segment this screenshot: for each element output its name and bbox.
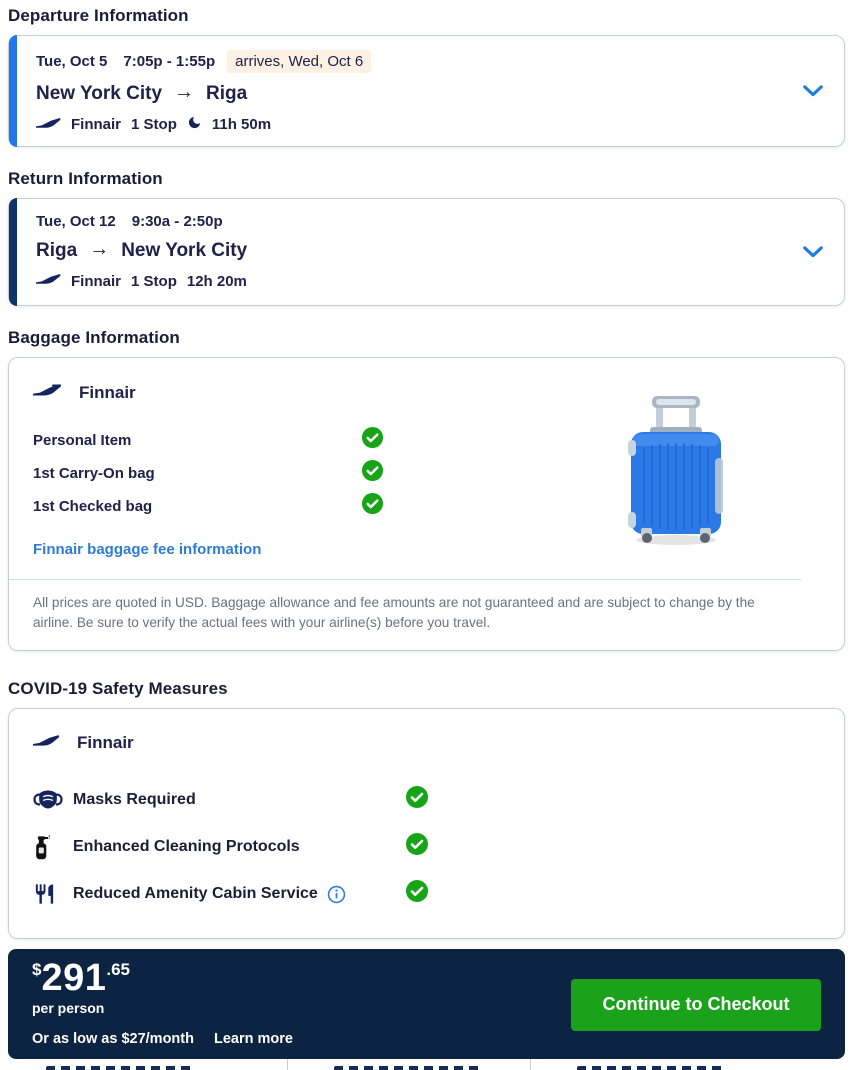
price-cents: .65 xyxy=(106,959,131,979)
price-dollars: 291 xyxy=(41,956,107,999)
covid-measure-row xyxy=(33,787,820,813)
departure-heading: Departure Information xyxy=(8,6,189,25)
expand-return-chevron-icon[interactable] xyxy=(802,245,824,259)
baggage-airline-name: Finnair xyxy=(79,382,136,402)
finnair-logo-icon xyxy=(33,733,61,753)
return-airline: Finnair xyxy=(71,272,122,290)
price-summary-bar xyxy=(8,949,845,1059)
departure-route-line xyxy=(36,82,784,105)
covid-heading: COVID-19 Safety Measures xyxy=(8,678,228,698)
return-times: 9:30a - 2:50p xyxy=(131,213,223,230)
covid-measure-row xyxy=(33,834,820,860)
covid-measure-label: Reduced Amenity Cabin Service xyxy=(73,884,318,902)
suitcase-image xyxy=(626,396,726,546)
baggage-fee-link[interactable]: Finnair baggage fee information xyxy=(33,541,262,558)
departure-airline-line xyxy=(36,115,784,134)
face-mask-icon xyxy=(33,789,73,810)
included-check-icon xyxy=(361,492,384,520)
departure-times: 7:05p - 1:55p xyxy=(123,53,216,70)
airplane-icon xyxy=(36,272,61,290)
overnight-moon-icon xyxy=(187,115,202,134)
arrival-date-badge: arrives, Wed, Oct 6 xyxy=(227,50,371,73)
return-stops: 1 Stop xyxy=(131,272,177,290)
departure-duration: 11h 50m xyxy=(211,116,272,133)
continue-to-checkout-button[interactable]: Continue to Checkout xyxy=(571,979,821,1031)
departure-date: Tue, Oct 5 xyxy=(36,53,108,70)
utensils-icon xyxy=(33,882,73,906)
footer-partial-cell xyxy=(0,1059,287,1070)
baggage-item-label: 1st Carry-On bag xyxy=(33,464,155,482)
return-heading: Return Information xyxy=(8,169,163,188)
return-duration: 12h 20m xyxy=(186,272,247,290)
destination-city: Riga xyxy=(206,82,248,104)
included-check-icon xyxy=(405,832,429,861)
destination-city: New York City xyxy=(121,239,248,261)
expand-departure-chevron-icon[interactable] xyxy=(802,84,824,98)
baggage-item-label: 1st Checked bag xyxy=(33,497,153,515)
covid-measure-label: Enhanced Cleaning Protocols xyxy=(73,837,300,855)
return-airline-line xyxy=(36,272,784,290)
departure-stops: 1 Stop xyxy=(131,116,177,133)
currency-symbol: $ xyxy=(32,959,42,979)
airplane-icon xyxy=(36,116,61,134)
per-person-label: per person xyxy=(32,999,105,1016)
footer-partial-row xyxy=(0,1059,853,1070)
total-price xyxy=(32,956,293,999)
finnair-logo-icon xyxy=(33,382,63,403)
origin-city: Riga xyxy=(36,239,78,261)
included-check-icon xyxy=(361,459,384,487)
baggage-item-label: Personal Item xyxy=(33,431,132,449)
included-check-icon xyxy=(405,879,429,908)
return-date-line xyxy=(36,211,784,230)
departure-flight-card[interactable] xyxy=(8,35,845,147)
route-arrow-icon: → xyxy=(89,238,110,260)
return-date: Tue, Oct 12 xyxy=(36,213,116,230)
covid-panel xyxy=(8,708,845,939)
covid-measure-row xyxy=(33,881,820,907)
info-icon[interactable] xyxy=(327,885,346,904)
baggage-panel xyxy=(8,357,845,651)
baggage-disclaimer: All prices are quoted in USD. Baggage allowance and fee amounts are not guaranteed and are subject to change by the airline. Be sure to verify the actual fees with your airline(s) before you travel. xyxy=(9,579,801,650)
return-route-line xyxy=(36,239,784,262)
included-check-icon xyxy=(405,785,429,814)
return-flight-card[interactable] xyxy=(8,198,845,306)
footer-partial-cell xyxy=(287,1059,530,1070)
baggage-heading: Baggage Information xyxy=(8,328,180,347)
included-check-icon xyxy=(361,426,384,454)
footer-partial-cell xyxy=(530,1059,853,1070)
origin-city: New York City xyxy=(36,82,163,104)
departure-date-line xyxy=(36,48,784,73)
route-arrow-icon: → xyxy=(174,81,195,103)
spray-bottle-icon xyxy=(33,834,73,860)
departure-accent-strip xyxy=(9,35,17,147)
return-accent-strip xyxy=(9,198,17,306)
trip-summary-page xyxy=(0,6,853,1070)
covid-airline-row xyxy=(33,733,820,753)
departure-airline: Finnair xyxy=(71,116,122,133)
covid-airline-name: Finnair xyxy=(77,732,134,752)
covid-measure-label: Masks Required xyxy=(73,790,196,808)
installment-offer: Or as low as $27/month xyxy=(32,1030,194,1047)
learn-more-link[interactable]: Learn more xyxy=(213,1030,293,1047)
